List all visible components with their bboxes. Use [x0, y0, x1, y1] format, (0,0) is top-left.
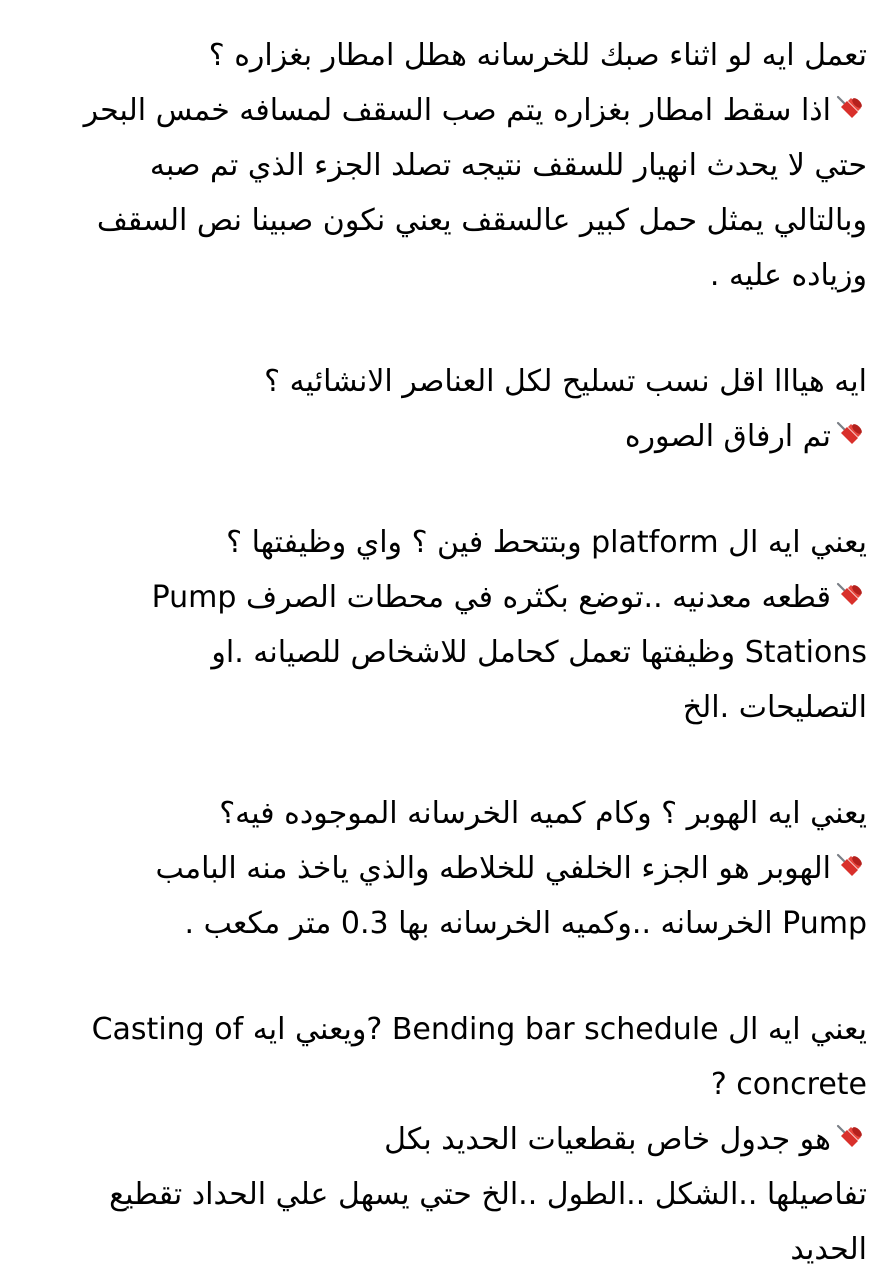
answer-1-line-3: وبالتالي يمثل حمل كبير عالسقف يعني نكون صبينا نص السقف	[96, 203, 867, 238]
question-5-line-2: concrete ?	[710, 1067, 867, 1102]
qa-item-2	[30, 354, 867, 464]
qa-item-1	[30, 28, 867, 303]
pushpin-icon	[833, 418, 867, 452]
answer-1-line-4: وزياده عليه .	[709, 258, 867, 293]
question-1: تعمل ايه لو اثناء صبك للخرسانه هطل امطار بغزاره ؟	[208, 38, 867, 73]
answer-5-line-2: تفاصيلها ..الشكل ..الطول ..الخ حتي يسهل علي الحداد تقطيع	[109, 1177, 867, 1212]
question-3: يعني ايه ال platform وبتتحط فين ؟ واي وظيفتها ؟	[226, 525, 867, 560]
qa-item-5	[30, 1002, 867, 1277]
pushpin-icon	[833, 850, 867, 884]
pushpin-icon	[833, 1121, 867, 1155]
answer-1-line-1: اذا سقط امطار بغزاره يتم صب السقف لمسافه خمس البحر	[30, 83, 867, 138]
answer-5-line-3: الحديد	[790, 1232, 867, 1267]
answer-2-line-1: تم ارفاق الصوره	[30, 409, 867, 464]
document-body	[30, 28, 867, 1277]
qa-item-4	[30, 786, 867, 951]
answer-4-line-1: الهوبر هو الجزء الخلفي للخلاطه والذي ياخذ منه البامب	[30, 841, 867, 896]
answer-3-line-1: قطعه معدنيه ..توضع بكثره في محطات الصرف Pump	[30, 570, 867, 625]
answer-1-line-2: حتي لا يحدث انهيار للسقف نتيجه تصلد الجزء الذي تم صبه	[149, 148, 867, 183]
question-5-line-1: يعني ايه ال Bending bar schedule ?ويعني ايه Casting of	[91, 1012, 867, 1047]
pushpin-icon	[833, 579, 867, 613]
answer-3-line-3: التصليحات .الخ	[682, 690, 867, 725]
question-4: يعني ايه الهوبر ؟ وكام كميه الخرسانه الموجوده فيه؟	[219, 796, 867, 831]
answer-4-line-2: Pump الخرسانه ..وكميه الخرسانه بها 0.3 متر مكعب .	[184, 906, 867, 941]
pushpin-icon	[833, 92, 867, 126]
qa-item-3	[30, 515, 867, 735]
question-2: ايه هيااا اقل نسب تسليح لكل العناصر الانشائيه ؟	[264, 364, 867, 399]
answer-5-line-1: هو جدول خاص بقطعيات الحديد بكل	[30, 1112, 867, 1167]
answer-3-line-2: Stations وظيفتها تعمل كحامل للاشخاص للصيانه .او	[211, 635, 867, 670]
